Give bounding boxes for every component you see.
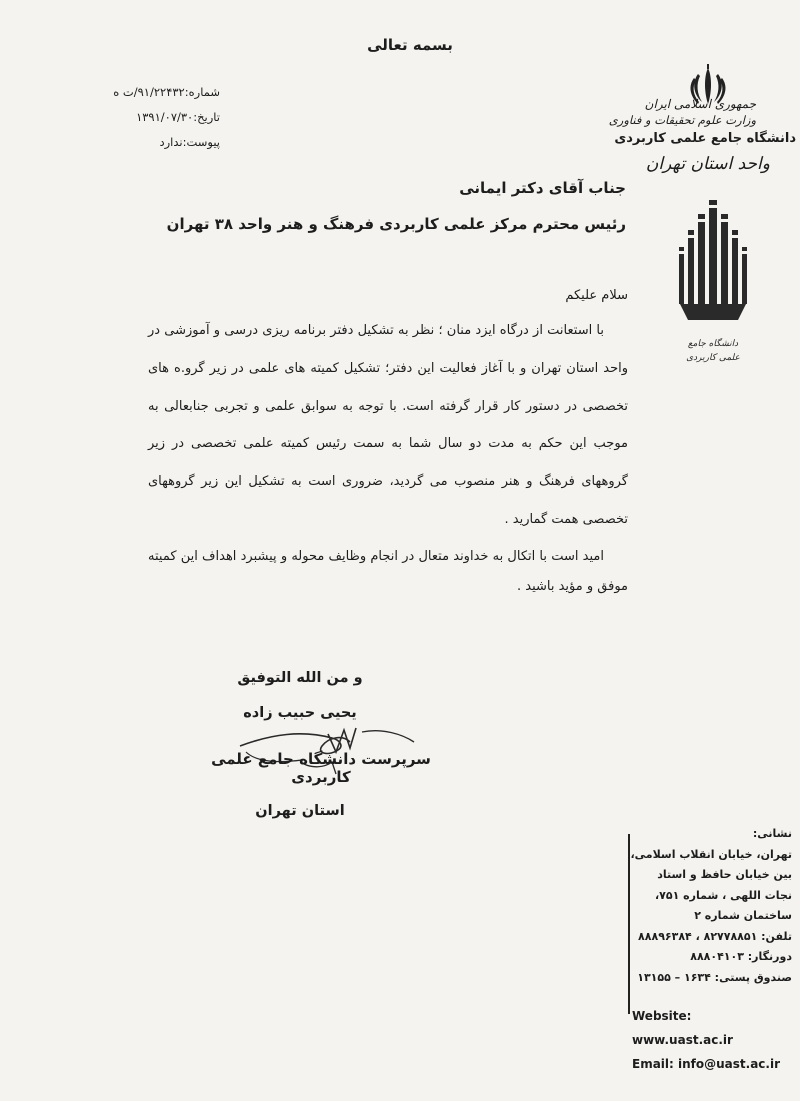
ministry-label: وزارت علوم تحقیقات و فناوری [608, 113, 756, 127]
address-label: نشانی: [752, 827, 792, 840]
website-link[interactable]: Website: www.uast.ac.ir [632, 1009, 733, 1047]
footer-contacts [632, 1004, 792, 1076]
university-name: دانشگاه جامع علمی کاربردی [614, 131, 796, 146]
recipient-title: رئیس محترم مرکز علمی کاربردی فرهنگ و هنر واحد ۳۸ تهران [166, 215, 626, 233]
footer-address [632, 824, 792, 988]
signer-name: یحیی حبیب زاده [243, 705, 357, 721]
po-box: صندوق پستی: ۱۶۳۴ – ۱۳۱۵۵ [637, 970, 792, 984]
letter-metadata [80, 80, 220, 155]
logo-caption-1: دانشگاه جامع [687, 339, 739, 349]
signer-province: استان تهران [255, 803, 345, 819]
letter-number: شماره:۹۱/۲۲۴۳۲/ت ه [113, 85, 220, 99]
fax-number: دورنگار: ۸۸۸۰۴۱۰۳ [690, 950, 792, 963]
letter-body [148, 312, 628, 602]
signer-title: سرپرست دانشگاه جامع علمی کاربردی [211, 750, 431, 786]
letter-paragraph: امید است با اتکال به خداوند متعال در انجام وظایف محوله و پیشبرد اهداف این کمیته موفق و مؤید باشید . [148, 548, 628, 594]
letter-paragraph: با استعانت از درگاه ایزد منان ؛ نظر به تشکیل دفتر برنامه ریزی درسی و آموزشی در واحد استان تهران و با آغاز فعالیت این دفتر؛ تشکیل کمیته های علمی در زیر گرو.ه های تخصصی در دستور کار قرار گرفته است. با توجه به سوابق علمی و تجربی جنابعالی به موجب این حکم به مدت دو سال شما به سمت رئیس کمیته علمی تخصصی در زیر گروههای فرهنگ و هنر منصوب می گردید، ضروری است به تشکیل این زیر گروههای تخصصی همت گمارید . [148, 323, 628, 527]
address-line: نجات اللهی ، شماره ۷۵۱، [654, 888, 792, 902]
republic-label: جمهوری اسلامی ایران [644, 97, 756, 111]
email-link[interactable]: Email: info@uast.ac.ir [632, 1057, 781, 1071]
letter-date: تاریخ:۱۳۹۱/۰۷/۳۰ [136, 110, 220, 124]
university-logo-icon [676, 200, 750, 380]
address-line: تهران، خیابان انقلاب اسلامی، [630, 847, 792, 861]
recipient-block [160, 170, 626, 242]
address-divider [628, 834, 630, 1014]
invocation-heading: بسمه تعالی [367, 36, 453, 54]
phone-numbers: تلفن: ۸۲۷۷۸۸۵۱ ، ۸۸۸۹۶۳۸۴ [638, 929, 792, 943]
greeting: سلام علیکم [565, 288, 628, 303]
unit-name: واحد استان تهران [645, 154, 770, 174]
letter-attachment: پیوست:ندارد [159, 135, 220, 149]
address-line: ساختمان شماره ۲ [694, 909, 792, 922]
logo-caption-2: علمی کاربردی [686, 353, 740, 363]
closing-phrase: و من الله التوفیق [237, 670, 363, 686]
letterhead [600, 96, 796, 178]
recipient-name: جناب آقای دکتر ایمانی [459, 179, 626, 197]
address-line: بین خیابان حافظ و استاد [657, 868, 792, 881]
